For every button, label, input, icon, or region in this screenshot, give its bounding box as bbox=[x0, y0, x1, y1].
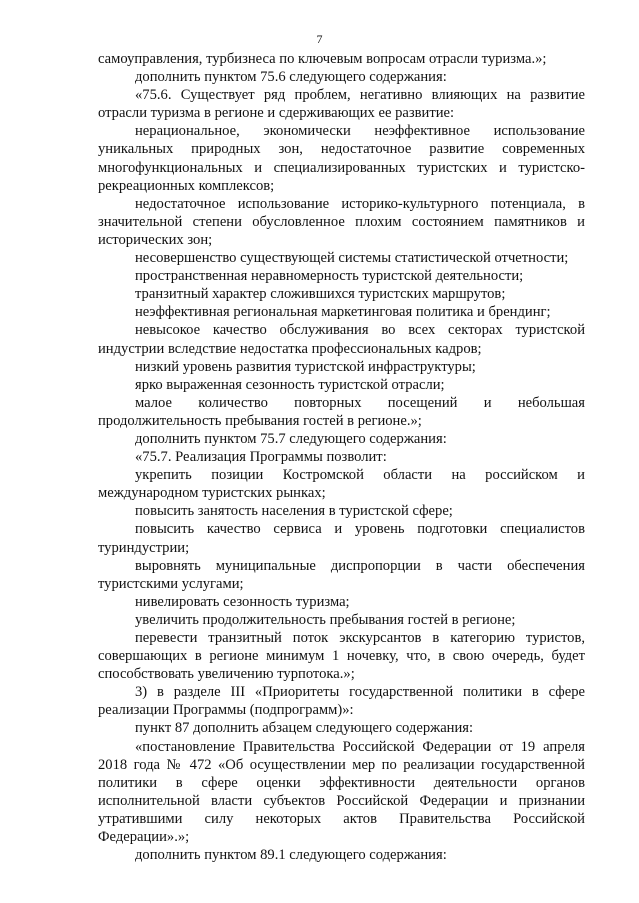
paragraph: «75.6. Существует ряд проблем, негативно влияющих на развитие отрасли туризма в регионе и сдерживающих ее развитие: bbox=[98, 87, 585, 122]
paragraph: «постановление Правительства Российской Федерации от 19 апреля 2018 года № 472 «Об осуществлении мер по реализации государственной политики в сфере оценки эффективности деятельности органов исполнительной власти субъектов Российской Федерации и признании утратившими силу некоторых актов Правительства Российской Федерации».»; bbox=[98, 738, 585, 846]
paragraph: недостаточное использование историко-культурного потенциала, в значительной степени обусловленное плохим состоянием памятников и исторических зон; bbox=[98, 195, 585, 248]
paragraph: малое количество повторных посещений и небольшая продолжительность пребывания гостей в регионе.»; bbox=[98, 394, 585, 429]
document-body bbox=[98, 50, 585, 864]
paragraph: транзитный характер сложившихся туристских маршрутов; bbox=[135, 286, 506, 303]
paragraph: самоуправления, турбизнеса по ключевым вопросам отрасли туризма.»; bbox=[98, 51, 547, 67]
paragraph: дополнить пунктом 75.7 следующего содержания: bbox=[135, 430, 447, 447]
paragraph: пространственная неравномерность туристской деятельности; bbox=[135, 268, 524, 285]
paragraph: «75.7. Реализация Программы позволит: bbox=[135, 449, 387, 466]
paragraph: дополнить пунктом 75.6 следующего содержания: bbox=[135, 69, 447, 86]
paragraph: нивелировать сезонность туризма; bbox=[135, 593, 350, 610]
paragraph: ярко выраженная сезонность туристской отрасли; bbox=[135, 376, 445, 393]
paragraph: пункт 87 дополнить абзацем следующего содержания: bbox=[135, 720, 474, 737]
paragraph: неэффективная региональная маркетинговая политика и брендинг; bbox=[135, 304, 551, 321]
paragraph: выровнять муниципальные диспропорции в части обеспечения туристскими услугами; bbox=[98, 557, 585, 592]
paragraph: повысить качество сервиса и уровень подготовки специалистов туриндустрии; bbox=[98, 521, 585, 556]
paragraph: низкий уровень развития туристской инфраструктуры; bbox=[135, 358, 476, 375]
page-number: 7 bbox=[316, 32, 323, 46]
paragraph: перевести транзитный поток экскурсантов в категорию туристов, совершающих в регионе минимум 1 ночевку, что, в свою очередь, будет способствовать увеличению турпотока.»; bbox=[98, 630, 585, 683]
paragraph: нерациональное, экономически неэффективное использование уникальных природных зон, недостаточное развитие современных многофункциональных и специализированных туристских и туристско-рекреационных комплексов; bbox=[98, 123, 585, 194]
paragraph: увеличить продолжительность пребывания гостей в регионе; bbox=[135, 611, 516, 628]
paragraph: невысокое качество обслуживания во всех секторах туристской индустрии вследствие недостатка профессиональных кадров; bbox=[98, 322, 585, 357]
paragraph: повысить занятость населения в туристской сфере; bbox=[135, 503, 453, 520]
paragraph: 3) в разделе III «Приоритеты государственной политики в сфере реализации Программы (подпрограмм)»: bbox=[98, 684, 585, 719]
paragraph: дополнить пунктом 89.1 следующего содержания: bbox=[135, 847, 447, 864]
paragraph: несовершенство существующей системы статистической отчетности; bbox=[135, 250, 569, 267]
paragraph: укрепить позиции Костромской области на российском и международном туристских рынках; bbox=[98, 467, 585, 502]
